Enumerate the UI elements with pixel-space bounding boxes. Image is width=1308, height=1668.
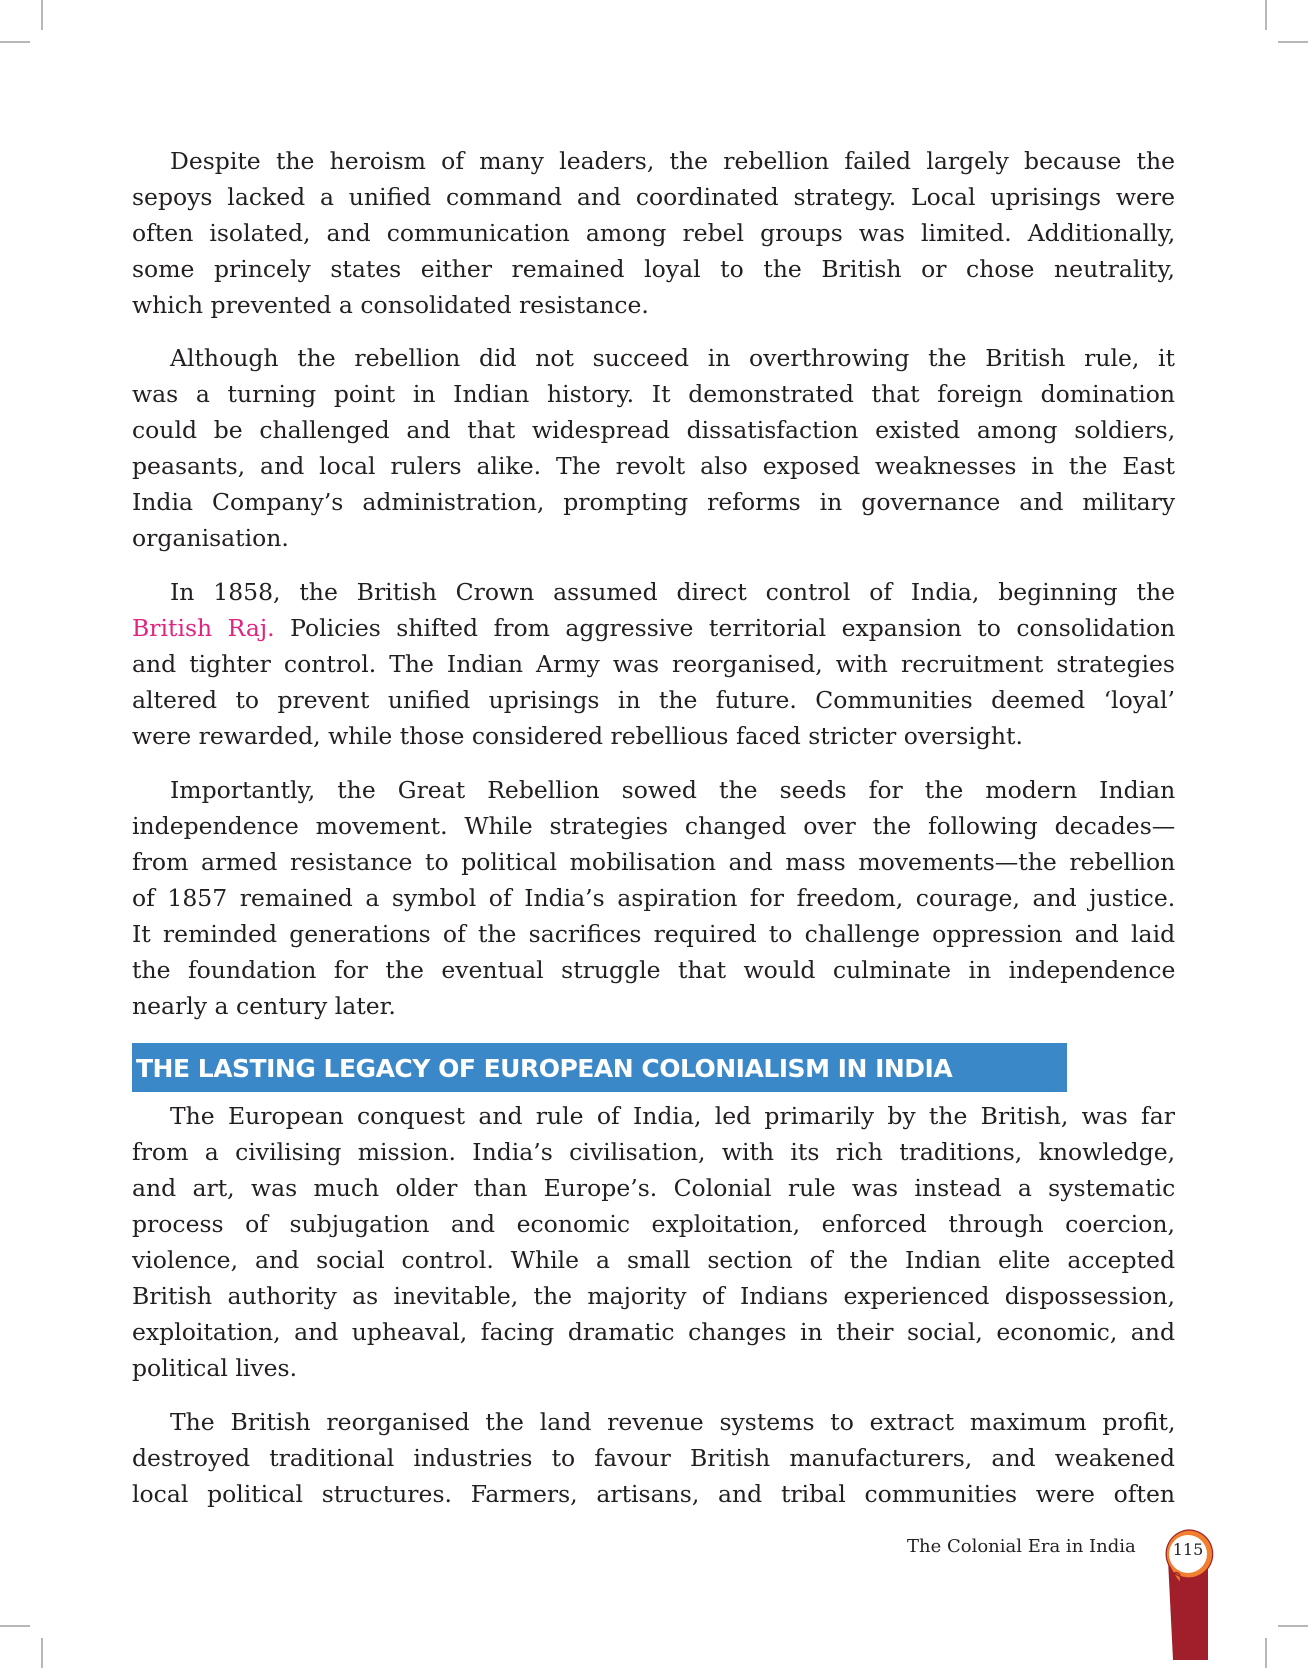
- crop-mark-top-left-vertical: [41, 0, 43, 30]
- text-line: nearly a century later.: [132, 992, 396, 1020]
- crop-mark-bottom-left-vertical: [41, 1638, 43, 1668]
- paragraph-european-conquest: [132, 1098, 1175, 1386]
- text-line: It reminded generations of the sacrifices required to challenge oppression and laid: [132, 920, 1176, 948]
- highlighted-term-british-raj[interactable]: British Raj.: [132, 614, 275, 642]
- text-line: from armed resistance to political mobilisation and mass movements—the rebellion: [132, 848, 1176, 876]
- text-line: and art, was much older than Europe’s. Colonial rule was instead a systematic: [132, 1174, 1176, 1202]
- page-number: 115: [1172, 1540, 1204, 1559]
- text-fragment: Policies shifted from aggressive territorial expansion to consolidation: [290, 614, 1176, 642]
- text-line: Despite the heroism of many leaders, the rebellion failed largely because the: [170, 147, 1175, 175]
- text-line: In 1858, the British Crown assumed direct control of India, beginning the: [170, 578, 1175, 606]
- text-line: Although the rebellion did not succeed in overthrowing the British rule, it: [170, 344, 1175, 372]
- section-heading: THE LASTING LEGACY OF EUROPEAN COLONIALISM IN INDIA: [136, 1054, 953, 1083]
- text-line: altered to prevent unified uprisings in the future. Communities deemed ‘loyal’: [132, 686, 1175, 714]
- text-line: of 1857 remained a symbol of India’s aspiration for freedom, courage, and justice.: [132, 884, 1176, 912]
- text-line: some princely states either remained loyal to the British or chose neutrality,: [132, 255, 1175, 283]
- text-line: India Company’s administration, prompting reforms in governance and military: [132, 488, 1176, 516]
- text-line: could be challenged and that widespread dissatisfaction existed among soldiers,: [132, 416, 1176, 444]
- text-line: Importantly, the Great Rebellion sowed the seeds for the modern Indian: [170, 776, 1176, 804]
- paragraph-rebellion-failure: [132, 143, 1175, 323]
- text-line: process of subjugation and economic exploitation, enforced through coercion,: [132, 1210, 1175, 1238]
- text-line: often isolated, and communication among rebel groups was limited. Additionally,: [132, 219, 1176, 247]
- text-line: The European conquest and rule of India, led primarily by the British, was far: [170, 1102, 1175, 1130]
- paragraph-independence-movement: [132, 772, 1175, 1024]
- paragraph-turning-point: [132, 340, 1175, 556]
- crop-mark-top-right-horizontal: [1278, 41, 1308, 43]
- text-line: independence movement. While strategies changed over the following decades—: [132, 812, 1176, 840]
- text-line-with-term: [132, 610, 1175, 646]
- text-line: violence, and social control. While a small section of the Indian elite accepted: [132, 1246, 1175, 1274]
- text-line: the foundation for the eventual struggle that would culminate in independence: [132, 956, 1176, 984]
- text-line: and tighter control. The Indian Army was reorganised, with recruitment strategies: [132, 650, 1175, 678]
- text-line: from a civilising mission. India’s civilisation, with its rich traditions, knowledge,: [132, 1138, 1176, 1166]
- text-line: organisation.: [132, 524, 289, 552]
- text-line: sepoys lacked a unified command and coordinated strategy. Local uprisings were: [132, 183, 1175, 211]
- text-line: was a turning point in Indian history. It demonstrated that foreign domination: [132, 380, 1175, 408]
- text-line: British authority as inevitable, the majority of Indians experienced dispossession,: [132, 1282, 1175, 1310]
- crop-mark-bottom-right-horizontal: [1278, 1625, 1308, 1627]
- text-line: were rewarded, while those considered rebellious faced stricter oversight.: [132, 722, 1023, 750]
- section-heading-bar: [132, 1043, 1067, 1092]
- text-line: The British reorganised the land revenue systems to extract maximum profit,: [170, 1408, 1176, 1436]
- crop-mark-top-right-vertical: [1265, 0, 1267, 30]
- crop-mark-bottom-right-vertical: [1265, 1638, 1267, 1668]
- crop-mark-top-left-horizontal: [0, 41, 30, 43]
- text-line: which prevented a consolidated resistance.: [132, 291, 649, 319]
- text-line: exploitation, and upheaval, facing dramatic changes in their social, economic, and: [132, 1318, 1175, 1346]
- text-line: peasants, and local rulers alike. The revolt also exposed weaknesses in the East: [132, 452, 1175, 480]
- text-line: political lives.: [132, 1354, 298, 1382]
- paragraph-british-raj: [132, 574, 1175, 754]
- text-line: local political structures. Farmers, artisans, and tribal communities were often: [132, 1480, 1175, 1508]
- text-line: destroyed traditional industries to favour British manufacturers, and weakened: [132, 1444, 1175, 1472]
- crop-mark-bottom-left-horizontal: [0, 1625, 30, 1627]
- running-footer-title: The Colonial Era in India: [907, 1536, 1136, 1557]
- paragraph-land-revenue: [132, 1404, 1175, 1512]
